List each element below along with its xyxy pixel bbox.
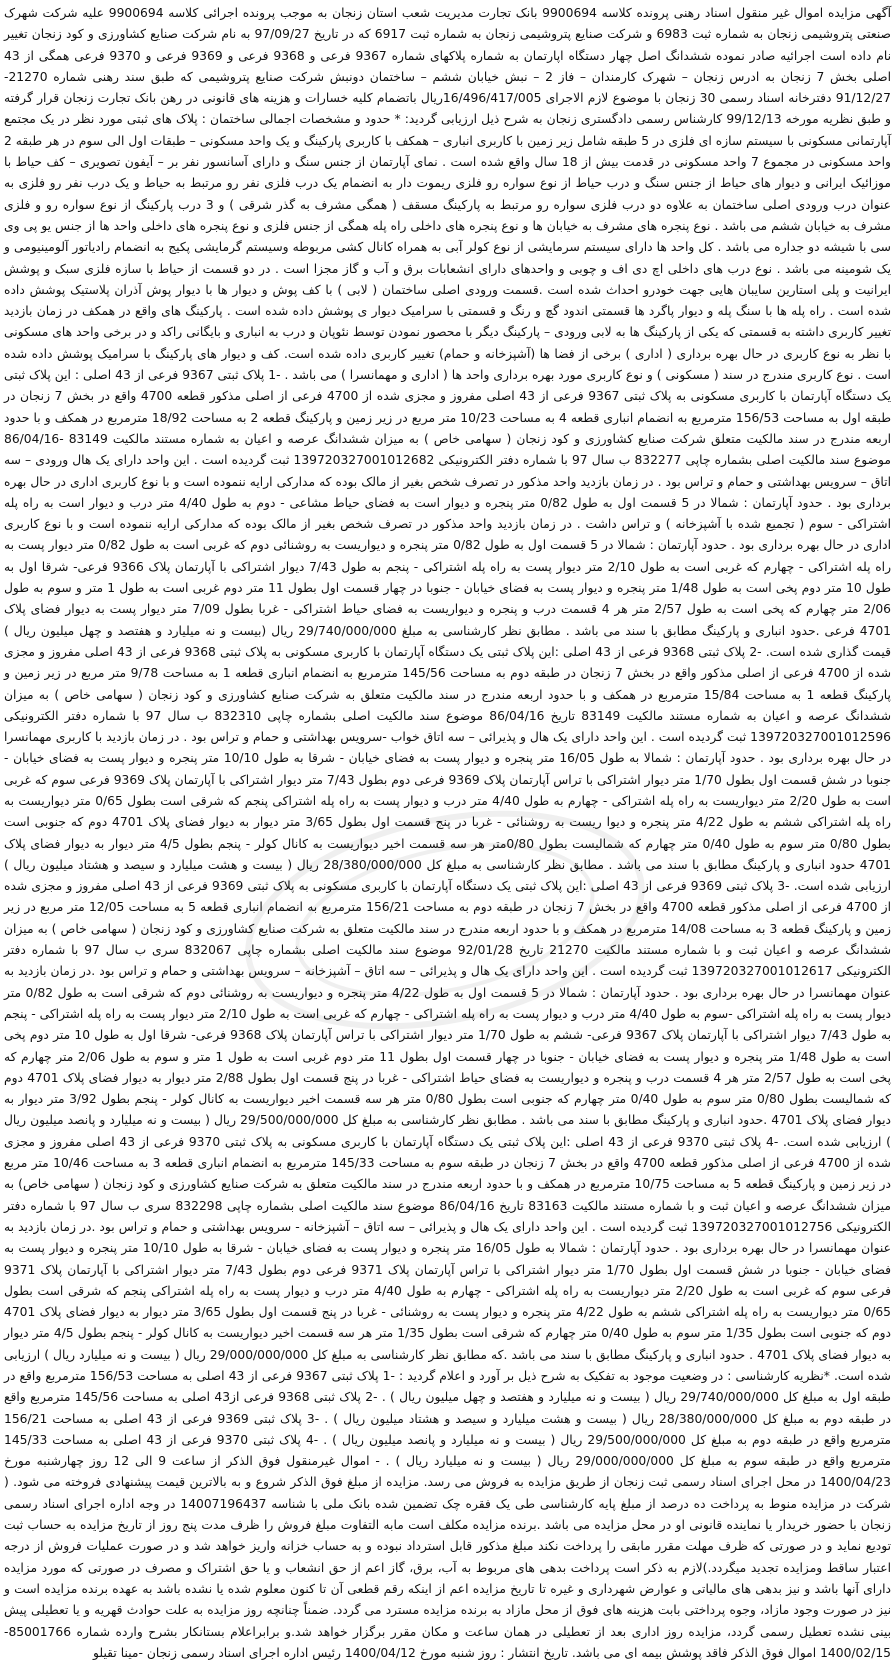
auction-notice-text: آگهی مزایده اموال غیر منقول اسناد رهنی پرونده کلاسه 9900694 بانک تجارت مدیریت شعب استان زنجان به موجب پرونده اجرائی کلاسه 9900694 علیه شرکت شهرک صنعتی پتروشیمی زنجان به شماره ثبت 6983 و شرکت صنایع پتروشیمی زنجان به شماره ثبت 6917 که در تاریخ 97/09/27 به نام شرکت صنایع کشاورزی و کود زنجان تغییر نام داده است اجرائیه صادر نموده ششدانگ اصل چهار دستگاه اپارتمان به شماره پلاکهای شماره 9367 فرعی و 9368 فرعی و 9369 فرعی و 9370 فرعی همگی از 43 اصلی بخش 7 زنجان به ادرس زنجان – شهرک کارمندان – فاز 2 – نبش خیابان ششم – ساختمان دونبش شرکت صنایع پتروشیمی که طبق سند رهنی شماره 21270-91/12/27 دفترخانه اسناد رسمی 30 زنجان با موضوع لازم الاجرای 16/496/417/005ریال باتضمام کلیه خسارات و هزینه های قانونی در رهن بانک تجارت زنجان قرار گرفته و طبق نظریه مورخه 99/12/13 کارشناس رسمی دادگستری زنجان به شرح ذیل ارزیابی گردید: * حدود و مشخصات اجمالی ساختمان : پلاک های ثبتی مورد نظر در یک مجتمع آپارتمانی مسکونی با سیستم سازه ای فلزی در 5 طبقه شامل زیر زمین با کاربری انباری – همکف با کاربری پارکینگ و یک واحد مسکونی – طبقات اول الی سوم در هر طبقه 2 واحد مسکونی در مجموع 7 واحد مسکونی در قدمت بیش از 18 سال واقع شده است . نمای آپارتمان از جنس سنگ و دارای آسانسور نفر بر – آیفون تصویری – کف حیاط با موزائیک ایرانی و دیوار های حیاط از جنس سنگ و درب حیاط از نوع سواره رو فلزی ریموت دار به انضمام یک درب فلزی نفر رو مرتبط به حیاط و یک درب نفر رو فلزی به عنوان درب ورودی اصلی ساختمان به علاوه دو درب فلزی سواره رو مرتبط به پارکینگ مسقف ( همگی مشرف به گذر شرقی ) و 3 درب پارکینگ از نوع سواره رو و فلزی مشرف به خیابان ششم می باشد . نوع پنجره های مشرف به خیابان ها و نوع پنجره های داخلی راه پله همگی از جنس فلزی و نوع پنجره های داخلی واحد ها از جنس یو پی وی سی با شیشه دو جداره می باشد . کل واحد ها دارای سیستم سرمایشی از نوع کولر آبی به همراه کانال کشی مربوطه وسیستم گرمایشی پکیج به انضمام رادیاتور آلومینیومی و یک شومینه می باشد . نوع درب های داخلی اچ دی اف و چوبی و واحدهای دارای انشعابات برق و آب و گاز مجزا است . در دو قسمت از حیاط با سازه فلزی سبک و پوشش ایرانیت و پلی استارین سایبان هایی جهت خودرو احداث شده است .قسمت ورودی اصلی ساختمان ( لابی ) با کف پوش و دیوار ها با دیوار پوش آذران پلاستیک پوشش داده شده است . راه پله ها با سنگ پله و دیوار پاگرد ها قسمتی اندود گچ و رنگ و قسمتی با سرامیک دیوار ی پوشش داده شده است . پارکینگ های واقع در همکف در زمان بازدید تغییر کاربری داشته به قسمتی که یکی از پارکینگ ها به لابی ورودی – پارکینگ دیگر با محصور نمودن توسط نئوپان و درب به انباری و بایگانی راکد و در برخی واحد های مسکونی با نظر به نوع کاربری در حال بهره برداری ( اداری ) برخی از فضا ها (آشپزخانه و حمام) تغییر کاربری داده شده است. کف و دیوار های پارکینگ با سرامیک پوشش داده شده است . نوع کاربری مندرج در سند ( مسکونی ) و نوع کاربری مورد بهره برداری واحد ها ( اداری و مهمانسرا ) می باشد . -1 پلاک ثبتی 9367 فرعی از 43 اصلی : این پلاک ثبتی یک دستگاه آپارتمان با کاربری مسکونی به پلاک ثبتی 9367 فرعی از 43 اصلی مفروز و مجزی شده از 4700 فرعی از اصلی مذکور قطعه 4700 واقع در بخش 7 زنجان در طبقه اول به مساحت 156/53 مترمربع به انضمام انباری قطعه 4 به مساحت 10/23 متر مربع در زیر زمین و پارکینگ قطعه 2 به مساحت 18/92 مترمربع در همکف و با حدود اربعه مندرج در سند مالکیت متعلق شرکت صنایع کشاورزی و کود زنجان ( سهامی خاص ) به میزان ششدانگ عرصه و اعیان به شماره مستند مالکیت 83149 -86/04/16 موضوع سند مالکیت اصلی بشماره چاپی 832277 ب سال 97 با شماره دفتر الکترونیکی 139720327001012682 ثبت گردیده است . این واحد دارای یک هال ورودی – سه اتاق – سرویس بهداشتی و حمام و تراس بود . در زمان بازدید واحد مذکور در تصرف شخص بغیر از مالک بوده که مدارکی ارایه ننموده است و با نوع کاربری اداری در حال بهره برداری بود . حدود آپارتمان : شمالا در 5 قسمت اول به طول 0/82 متر پنجره و دیوار است به فضای حیاط مشاعی - دوم به طول 4/40 متر درب و دیوار است به راه پله اشتراکی - سوم ( تجمیع شده با آشپزخانه ) و تراس داشت . در زمان بازدید واحد مذکور در تصرف شخص بغیر از مالک بوده که مدارکی ارایه ننموده است و با نوع کاربری اداری در حال بهره برداری بود . حدود آپارتمان : شمالا در 5 قسمت اول به طول 0/82 متر پنجره و دیواریست به روشنائی دوم که غربی است به طول 0/82 متر دیوار پست به راه پله اشتراکی - چهارم که غربی است به طول 2/10 متر دیوار پست به راه پله اشتراکی - پنجم به طول 7/43 دیوار اشتراکی با آپارتمان پلاک 9366 فرعی- شرقا اول به طول 10 متر دوم پخی است به طول 1/48 متر پنجره و دیوار پست به فضای خیابان - جنوبا در چهار قسمت اول بطول 11 متر دوم غربی است به طول 1 متر و سوم به طول 2/06 متر چهارم که پخی است به طول 2/57 متر هر 4 قسمت درب و پنجره و دیواریست به فضای حیاط اشتراکی - غربا بطول 7/09 متر دیوار پست به دیوار فضای پلاک 4701 فرعی .حدود انباری و پارکینگ مطابق با سند می باشد . مطابق نظر کارشناسی به مبلغ 29/740/000/000 ریال (بیست و نه میلیارد و هفتصد و چهل میلیون ریال ) قیمت گذاری شده است. -2 پلاک ثبتی 9368 فرعی از 43 اصلی :این پلاک ثبتی یک دستگاه آپارتمان با کاربری مسکونی به پلاک ثبتی 9368 فرعی از 43 اصلی مفروز و مجزی شده از 4700 فرعی از اصلی مذکور واقع در بخش 7 زنجان در طبقه دوم به مساحت 145/56 مترمربع به انضمام انباری قطعه 1 به مساحت 9/78 متر مربع در زیر زمین و پارکینگ قطعه 1 به مساحت 15/84 مترمربع در همکف و با حدود اربعه مندرج در سند مالکیت متعلق به شرکت صنایع کشاورزی و کود زنجان ( سهامی خاص ) به میزان ششدانگ عرصه و اعیان به شماره مستند مالکیت 83149 تاریخ 86/04/16 موضوع سند مالکیت اصلی بشماره چاپی 832310 ب سال 97 با شماره دفتر الکترونیکی 139720327001012596 ثبت گردیده است . این واحد دارای یک هال و پذیرائی – سه اتاق خواب -سرویس بهداشتی و حمام و تراس بود . در زمان بازدید با کاربری مهمانسرا در حال بهره برداری بود . حدود آپارتمان : شمالا به طول 16/05 متر پنجره و دیوار پست به فضای خیابان - شرقا به طول 10/10 متر پنجره و دیوار پست به فضای خیابان - جنوبا در شش قسمت اول بطول 1/70 متر دیوار اشتراکی با تراس آپارتمان پلاک 9369 فرعی دوم بطول 7/43 متر دیوار اشتراکی با آپارتمان پلاک 9369 فرعی سوم که غربی است به طول 2/20 متر دیواریست به راه پله اشتراکی - چهارم به طول 4/40 متر درب و دیوار پست به راه پله اشتراکی پنجم که شرقی است بطول 0/65 متر دیواریست به راه پله اشتراکی ششم به طول 4/22 متر پنجره و دیوا ریست به روشنائی - غربا در پنج قسمت اول بطول 3/65 متر دیوار به دیوار فضای پلاک 4701 دوم که جنوبی است بطول 0/80 متر سوم به طول 0/40 متر چهارم که شمالیست بطول 0/80متر هر سه قسمت اخیر دیواریست به کانال کولر - پنجم بطول 4/5 متر دیوار به دیوار فضای پلاک 4701 حدود انباری و پارکینگ مطابق با سند می باشد . مطابق نظر کارشناسی به مبلغ کل 28/380/000/000 ریال ( بیست و هشت میلیارد و سیصد و هشتاد میلیون ریال ) ارزیابی شده است. -3 پلاک ثبتی 9369 فرعی از 43 اصلی :این پلاک ثبتی یک دستگاه آپارتمان با کاربری مسکونی به پلاک ثبتی 9369 فرعی از 43 اصلی مفروز و مجزی شده از 4700 فرعی از اصلی مذکور قطعه 4700 واقع در بخش 7 زنجان در طبقه دوم به مساحت 156/21 مترمربع به انضمام انباری قطعه 5 به مساحت 12/05 متر مربع در زیر زمین و پارکینگ قطعه 3 به مساحت 14/08 مترمربع در همکف و با حدود اربعه مندرج در سند مالکیت متعلق به شرکت صنایع کشاورزی و کود زنجان ( سهامی خاص ) به میزان ششدانگ عرصه و اعیان ثبت و با شماره مستند مالکیت 21270 تاریخ 92/01/28 موضوع سند مالکیت اصلی بشماره چاپی 832067 سری ب سال 97 با شماره دفتر الکترونیکی 139720327001012617 ثبت گردیده است . این واحد دارای یک هال و پذیرائی – سه اتاق – آشپزخانه – سرویس بهداشتی و حمام و تراس بود .در زمان بازدید به عنوان مهمانسرا در حال بهره برداری بود . حدود آپارتمان : شمالا در 5 قسمت اول به طول 4/22 متر پنجره و دیواریست به روشنائی دوم که شرقی است به طول 0/82 متر دیوار پست به راه پله اشتراکی -سوم به طول 4/40 متر درب و دیوار پست به راه پله اشتراکی - چهارم که غربی است به طول 2/10 متر دیوار پست به راه پله اشتراکی - پنجم به طول 7/43 دیوار اشتراکی با آپارتمان پلاک 9367 فرعی- ششم به طول 1/70 متر دیوار اشتراکی با تراس آپارتمان پلاک 9368 فرعی- شرقا اول به طول 10 متر دوم پخی است به طول 1/48 متر پنجره و دیوار پست به فضای خیابان - جنوبا در چهار قسمت اول بطول 11 متر دوم غربی است به طول 1 متر و سوم به طول 2/06 متر چهارم که پخی است به طول 2/57 متر هر 4 قسمت درب و پنجره و دیواریست به فضای حیاط اشتراکی - غربا در پنج قسمت اول بطول 2/88 متر دیوار به دیوار فضای پلاک 4701 دوم که شمالیست بطول 0/80 متر سوم به طول 0/40 متر چهارم که جنوبی است بطول 0/80 متر هر سه قسمت اخیر دیواریست به کانال کولر - پنجم بطول 3/92 متر دیوار به دیوار فضای پلاک 4701 .حدود انباری و پارکینگ مطابق با سند می باشد . مطابق نظر کارشناسی به مبلغ کل 29/500/000/000 ریال ( بیست و نه میلیارد و پانصد میلیون ریال ) ارزیابی شده است. -4 پلاک ثبتی 9370 فرعی از 43 اصلی :این پلاک ثبتی یک دستگاه آپارتمان با کاربری مسکونی به پلاک ثبتی 9370 فرعی از 43 اصلی مفروز و مجزی شده از 4700 فرعی از اصلی مذکور قطعه 4700 واقع در بخش 7 زنجان در طبقه سوم به مساحت 145/33 مترمربع به انضمام انباری قطعه 3 به مساحت 10/46 متر مربع در زیر زمین و پارکینگ قطعه 5 به مساحت 10/75 مترمربع در همکف و با حدود اربعه مندرج در سند مالکیت متعلق به شرکت صنایع کشاورزی و کود زنجان ( سهامی خاص) به میزان ششدانگ عرصه و اعیان ثبت و با شماره مستند مالکیت 83163 تاریخ 86/04/16 موضوع سند مالکیت اصلی بشماره چاپی 832298 سری ب سال 97 با شماره دفتر الکترونیکی 139720327001012756 ثبت گردیده است . این واحد دارای یک هال و پذیرائی – سه اتاق – آشپزخانه - سرویس بهداشتی و حمام و تراس بود .در زمان بازدید به عنوان مهمانسرا در حال بهره برداری بود . حدود آپارتمان : شمالا به طول 16/05 متر پنجره و دیوار پست به فضای خیابان - شرقا به طول 10/10 متر پنجره و دیوار پست به فضای خیابان - جنوبا در شش قسمت اول بطول 1/70 متر دیوار اشتراکی با تراس آپارتمان پلاک 9371 فرعی دوم بطول 7/43 متر دیوار اشتراکی با آپارتمان پلاک 9371 فرعی سوم که غربی است به طول 2/20 متر دیواریست به راه پله اشتراکی - چهارم به طول 4/40 متر درب و دیوار پست به راه پله اشتراکی پنجم که شرقی است بطول 0/65 متر دیواریست به راه پله اشتراکی ششم به طول 4/22 متر پنجره و دیوار پست به روشنائی - غربا در پنج قسمت اول بطول 3/65 متر دیوار به دیوار فضای پلاک 4701 دوم که جنوبی است بطول 1/35 متر سوم به طول 0/40 متر چهارم که شرقی است بطول 1/35 متر هر سه قسمت اخیر دیواریست به کانال کولر - پنجم بطول 4/5 متر دیوار به دیوار فضای پلاک 4701 . حدود انباری و پارکینگ مطابق با سند می باشد .که مطابق نظر کارشناسی به مبلغ کل 29/000/000/000 ریال ( بیست و نه میلیارد ریال ) ارزیابی شده است. *نظریه کارشناسی : در وضعیت موجود به تفکیک به شرح ذیل بر آورد و اعلام گردید : -1 پلاک ثبتی 9367 فرعی از 43 اصلی به مساحت 156/53 مترمربع واقع در طبقه اول به مبلغ کل 29/740/000/000 ریال ( بیست و نه میلیارد و هفتصد و چهل میلیون ریال ) . -2 پلاک ثبتی 9368 فرعی از43 اصلی به مساحت 145/56 مترمربع واقع در طبقه دوم به مبلغ کل 28/380/000/000 ریال ( بیست و هشت میلیارد و سیصد و هشتاد میلیون ریال ) . -3 پلاک ثبتی 9369 فرعی از 43 اصلی به مساحت 156/21 مترمربع واقع در طبقه دوم به مبلغ کل 29/500/000/000 ریال ( بیست و نه میلیارد و پانصد میلیون ریال ) . -4 پلاک ثبتی 9370 فرعی از 43 اصلی به مساحت 145/33 مترمربع واقع در طبقه سوم به مبلغ کل 29/000/000/000 ریال ( بیست و نه میلیارد ریال ) . - اموال غیرمنقول فوق الذکر از ساعت 9 الی 12 روز چهارشنبه مورخ 1400/04/23 در محل اجرای اسناد رسمی ثبت زنجان از طریق مزایده به فروش می رسد. مزایده از مبلغ فوق الذکر شروع و به بالاترین قیمت پیشنهادی فروخته می شود. ( شرکت در مزایده منوط به پرداخت ده درصد از مبلغ پایه کارشناسی طی یک فقره چک تضمین شده بانک ملی با شناسه 14007196437 در وجه اداره اجرای اسناد رسمی زنجان با حضور خریدار یا نماینده قانونی او در محل مزایده می باشد .برنده مزایده مکلف است مابه التفاوت مبلغ فروش را ظرف مدت پنج روز از تاریخ مزایده به حساب ثبت تودیع نماید و در صورتی که ظرف مهلت مقرر مابقی را پرداخت نکند مبلغ مذکور قابل استرداد نبوده و به حساب خزانه واریز خواهد شد و در صورت عملیات فروش از درجه اعتبار ساقط ومزایده تجدید میگردد.)لازم به ذکر است پرداخت بدهی های مربوط به آب، برق، گاز اعم از حق انشعاب و یا حق اشتراک و مصرف در صورتی که مورد مزایده دارای آنها باشد و نیز بدهی های مالیاتی و عوارض شهرداری و غیره تا تاریخ مزایده اعم از اینکه رقم قطعی آن تا کنون معلوم شده یا نشده باشد به عهده برنده مزایده است و نیز در صورت وجود مازاد، وجوه پرداختی بابت هزینه های فوق از محل مازاد به برنده مزایده مسترد می گردد. ضمناً چنانچه روز مزایده به علت حوادث قهریه و یا تعطیلی پیش بینی نشده تعطیل رسمی گردد، مزایده روز اداری بعد از تعطیلی در همان ساعت و مکان مقرر برگزار خواهد شد.و برابراعلام بستانکار بشرح وارده شماره 85001766-1400/02/15 اموال فوق الذکر فاقد پوشش بیمه ای می باشد. تاریخ انتشار : روز شنبه مورخ 1400/04/12 رئیس اداره اجرای اسناد رسمی زنجان -مینا تقیلو	[4, 6, 892, 1660]
